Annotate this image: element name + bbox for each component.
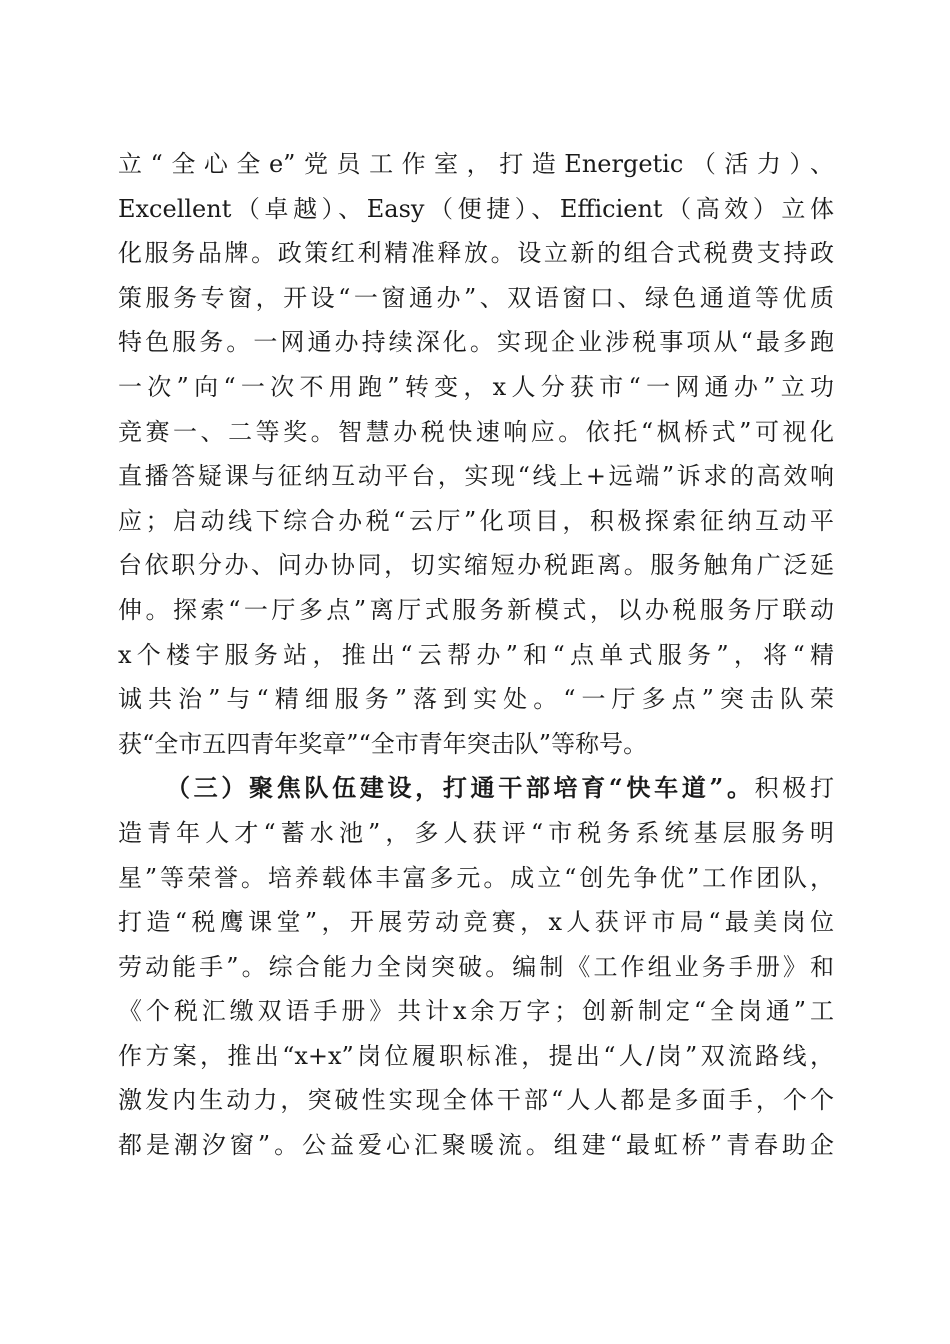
paragraph2-line: 造青年人才“蓄水池”，多人获评“市税务系统基层服务明 <box>118 818 834 847</box>
paragraph1-line: x个楼宇服务站，推出“云帮办”和“点单式服务”，将“精 <box>118 640 834 669</box>
paragraph2-line: 激发内生动力，突破性实现全体干部“人人都是多面手，个个 <box>118 1086 834 1115</box>
paragraph1-line: 应；启动线下综合办税“云厅”化项目，积极探索征纳互动平 <box>118 506 834 535</box>
section-heading: （三）聚焦队伍建设，打通干部培育“快车道”。 <box>166 773 755 803</box>
paragraph2-line: 打造“税鹰课堂”，开展劳动竞赛，x人获评市局“最美岗位 <box>118 908 834 937</box>
paragraph2-first-line <box>118 766 834 811</box>
body-text <box>118 142 834 1168</box>
paragraph2-first-line-text: 积极打 <box>754 774 835 803</box>
paragraph2-line: 《个税汇缴双语手册》共计x余万字；创新制定“全岗通”工 <box>118 997 834 1026</box>
paragraph2-line: 作方案，推出“x+x”岗位履职标准，提出“人/岗”双流路线， <box>118 1041 834 1070</box>
paragraph2-line: 星”等荣誉。培养载体丰富多元。成立“创先争优”工作团队， <box>118 863 834 892</box>
paragraph2-line: 劳动能手”。综合能力全岗突破。编制《工作组业务手册》和 <box>118 952 834 981</box>
paragraph1-line: 诚共治”与“精细服务”落到实处。“一厅多点”突击队荣 <box>118 685 834 714</box>
paragraph1-line: 策服务专窗，开设“一窗通办”、双语窗口、绿色通道等优质 <box>118 283 834 312</box>
paragraph1-line: 一次”向“一次不用跑”转变，x人分获市“一网通办”立功 <box>118 372 834 401</box>
paragraph1-line: 台依职分办、问办协同，切实缩短办税距离。服务触角广泛延 <box>118 551 834 580</box>
paragraph1-line: 立“全心全e”党员工作室，打造Energetic（活力）、 <box>118 150 834 178</box>
paragraph1-line: Excellent（卓越）、Easy（便捷）、Efficient（高效）立体 <box>118 194 834 223</box>
paragraph1-line: 伸。探索“一厅多点”离厅式服务新模式，以办税服务厅联动 <box>118 595 834 624</box>
paragraph1-line: 获“全市五四青年奖章”“全市青年突击队”等称号。 <box>118 729 648 758</box>
paragraph1-line: 特色服务。一网通办持续深化。实现企业涉税事项从“最多跑 <box>118 328 834 357</box>
paragraph1-line: 竞赛一、二等奖。智慧办税快速响应。依托“枫桥式”可视化 <box>118 417 834 446</box>
paragraph1-line: 直播答疑课与征纳互动平台，实现“线上+远端”诉求的高效响 <box>118 462 834 491</box>
paragraph1-line: 化服务品牌。政策红利精准释放。设立新的组合式税费支持政 <box>118 239 834 268</box>
paragraph2-line: 都是潮汐窗”。公益爱心汇聚暖流。组建“最虹桥”青春助企 <box>118 1131 834 1160</box>
